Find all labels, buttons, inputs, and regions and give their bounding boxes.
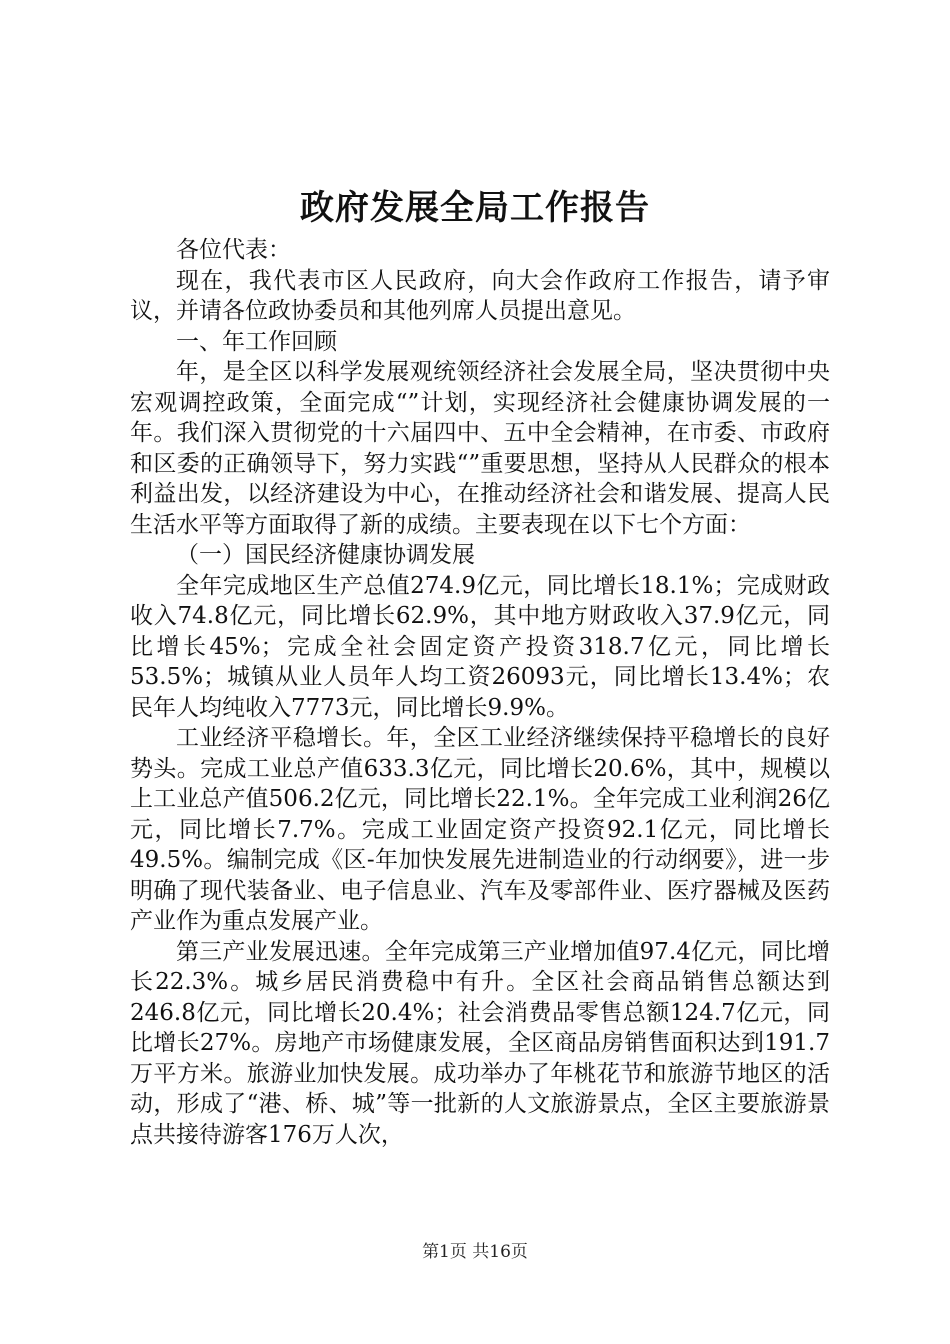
salutation: 各位代表： bbox=[176, 237, 291, 263]
subsection-heading: （一）国民经济健康协调发展 bbox=[176, 542, 475, 568]
review-paragraph: 年，是全区以科学发展观统领经济社会发展全局，坚决贯彻中央宏观调控政策，全面完成“”计划，实现经济社会健康协调发展的一年。我们深入贯彻党的十六届四中、五中全会精神，在市委、市政府和区委的正确领导下，努力实践“”重要思想，坚持从人民群众的根本利益出发，以经济建设为中心，在推动经济社会和谐发展、提高人民生活水平等方面取得了新的成绩。主要表现在以下七个方面： bbox=[130, 359, 830, 538]
page-number: 第1页 bbox=[422, 1242, 467, 1262]
economy-paragraph: 全年完成地区生产总值274.9亿元，同比增长18.1%；完成财政收入74.8亿元，同比增长62.9%，其中地方财政收入37.9亿元，同比增长45%；完成全社会固定资产投资318.7亿元，同比增长53.5%；城镇从业人员年人均工资26093元，同比增长13.4%；农民年人均纯收入7773元，同比增长9.9%。 bbox=[130, 572, 830, 721]
intro-paragraph: 现在，我代表市区人民政府，向大会作政府工作报告，请予审议，并请各位政协委员和其他列席人员提出意见。 bbox=[130, 267, 830, 324]
page-footer bbox=[0, 1240, 950, 1264]
document-title: 政府发展全局工作报告 bbox=[300, 188, 650, 228]
industry-paragraph: 工业经济平稳增长。年，全区工业经济继续保持平稳增长的良好势头。完成工业总产值633.3亿元，同比增长20.6%，其中，规模以上工业总产值506.2亿元，同比增长22.1%。全年完成工业利润26亿元，同比增长7.7%。完成工业固定资产投资92.1亿元，同比增长49.5%。编制完成《区-年加快发展先进制造业的行动纲要》，进一步明确了现代装备业、电子信息业、汽车及零部件业、医疗器械及医药产业作为重点发展产业。 bbox=[130, 725, 830, 934]
page-total: 共16页 bbox=[472, 1242, 528, 1262]
document-body bbox=[130, 235, 830, 1150]
section-heading: 一、年工作回顾 bbox=[176, 328, 337, 355]
tertiary-paragraph: 第三产业发展迅速。全年完成第三产业增加值97.4亿元，同比增长22.3%。城乡居民消费稳中有升。全区社会商品销售总额达到246.8亿元，同比增长20.4%；社会消费品零售总额124.7亿元，同比增长27%。房地产市场健康发展，全区商品房销售面积达到191.7万平方米。旅游业加快发展。成功举办了年桃花节和旅游节地区的活动，形成了“港、桥、城”等一批新的人文旅游景点，全区主要旅游景点共接待游客176万人次， bbox=[130, 938, 830, 1148]
